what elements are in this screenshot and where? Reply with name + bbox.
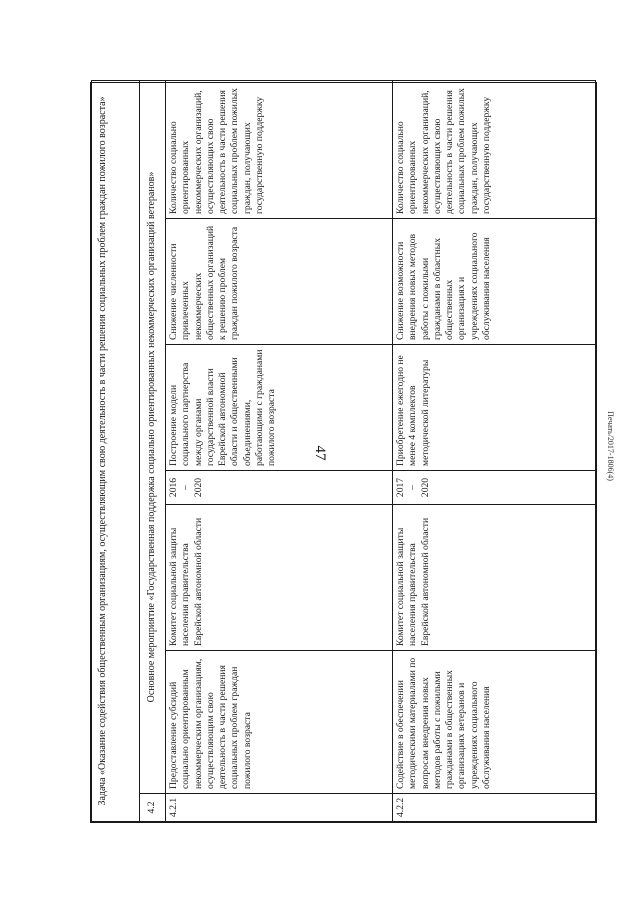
section-title: Основное мероприятие «Государственная поддержка социально ориентированных некоммерческих организаций ветеранов» (140, 80, 166, 793)
expected-result: Построение модели социального партнерства между органами государственной власти Еврейской автономной области и общественными объединениями, работающими с гражданами пожилого возраста (166, 345, 393, 471)
executor: Комитет социальной защиты населения правительства Еврейской автономной области (166, 505, 393, 651)
program-table (90, 82, 597, 823)
task-row (92, 80, 140, 821)
row-number: 4.2.2 (393, 794, 596, 822)
measure-name: Предоставление субсидий социально ориентированным некоммерческим организациям, осуществляющим свою деятельность в части решения социальных проблем граждан пожилого возраста (166, 651, 393, 794)
table-row (393, 80, 596, 821)
task-heading: Задача «Оказание содействия общественным организациям, осуществляющим свою деятельность в части решения социальных проблем граждан пожилого возраста» (92, 80, 140, 821)
scan-stamp: Печать/2017-1806(4) (606, 411, 615, 481)
table-row (166, 80, 393, 821)
measure-name: Содействие в обеспечении методическими материалами по вопросам внедрения новых методов работы с пожилыми гражданами в общественных организациях ветеранов и учреждениях социального обслуживания населения (393, 651, 596, 794)
non-implementation-consequence: Снижение численности привлеченных некоммерческих общественных организаций к решению проблем граждан пожилого возраста (166, 219, 393, 345)
section-row (140, 80, 166, 821)
target-indicator: Количество социально ориентированных некоммерческих организаций, осуществляющих свою деятельность в части решения социальных проблем пожилых граждан, получающих государственную поддержку (393, 80, 596, 218)
executor: Комитет социальной защиты населения правительства Еврейской автономной области (393, 505, 596, 651)
period: 2016 – 2020 (166, 471, 393, 505)
rotated-table-container (90, 82, 597, 823)
section-number: 4.2 (140, 794, 166, 822)
expected-result: Приобретение ежегодно не менее 4 комплектов методической литературы (393, 345, 596, 471)
non-implementation-consequence: Снижение возможности внедрения новых методов работы с пожилыми гражданами в областных общественных организациях и учреждениях социального обслуживания населения (393, 219, 596, 345)
target-indicator: Количество социально ориентированных некоммерческих организаций, осуществляющих свою деятельность в части решения социальных проблем пожилых граждан, получающих государственную поддержку (166, 80, 393, 218)
row-number: 4.2.1 (166, 794, 393, 822)
page-number: 47 (312, 445, 328, 461)
period: 2017 – 2020 (393, 471, 596, 505)
